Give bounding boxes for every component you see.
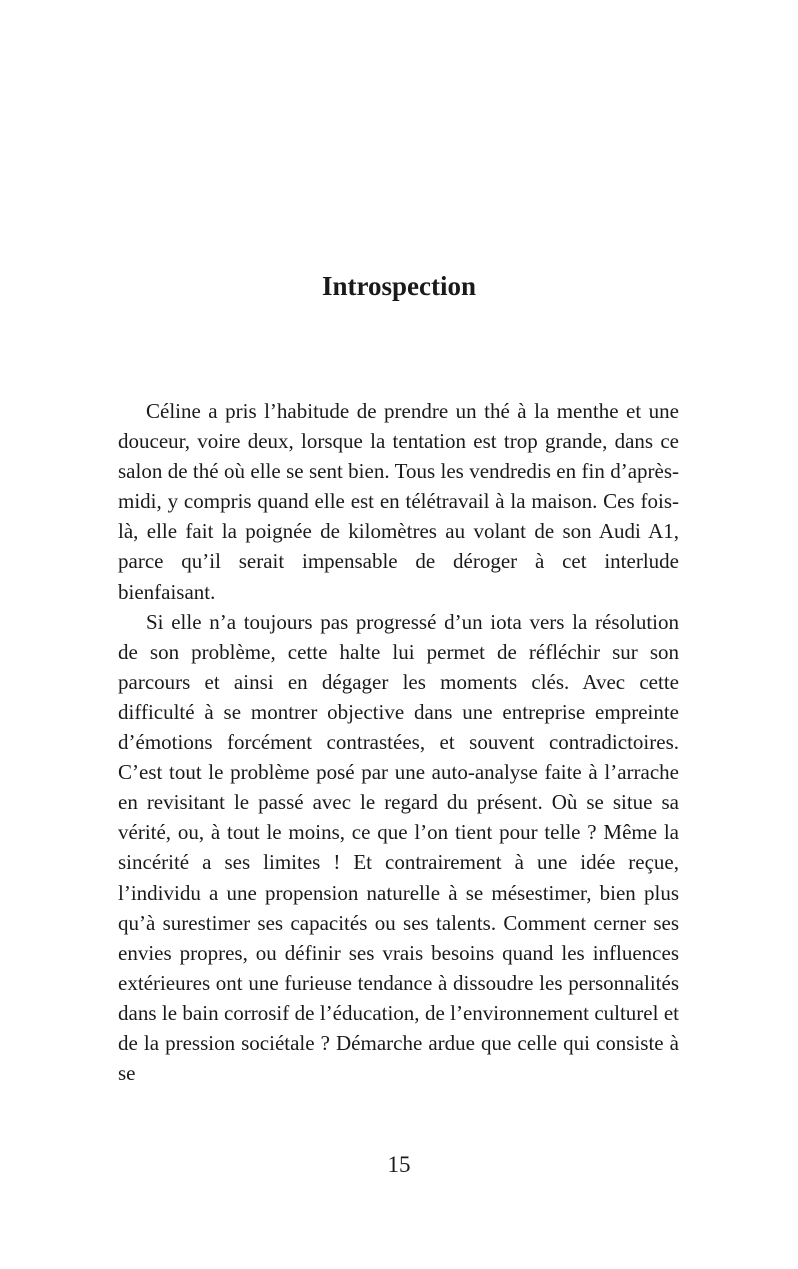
paragraph-2: Si elle n’a toujours pas progressé d’un iota vers la résolution de son problème, cette halte lui permet de réfléchir sur son parcours et ainsi en dégager les moments clés. Avec cette difficulté à se montrer objective dans une entreprise empreinte d’émotions forcément contrastées, et souvent contradictoires. C’est tout le problème posé par une auto-analyse faite à l’arrache en revisitant le passé avec le regard du présent. Où se situe sa vérité, ou, à tout le moins, ce que l’on tient pour telle ? Même la sincérité a ses limites ! Et contrairement à une idée reçue, l’individu a une propension naturelle à se mésestimer, bien plus qu’à surestimer ses capacités ou ses talents. Comment cerner ses envies propres, ou définir ses vrais besoins quand les influences extérieures ont une furieuse tendance à dissoudre les personnalités dans le bain corrosif de l’éducation, de l’environnement culturel et de la pression sociétale ? Démarche ardue que celle qui consiste à se: [118, 609, 679, 1086]
page-number: 15: [387, 1152, 411, 1177]
body-text: [118, 396, 679, 1088]
chapter-title: Introspection: [321, 271, 476, 301]
paragraph-1: Céline a pris l’habitude de prendre un thé à la menthe et une douceur, voire deux, lorsque la tentation est trop grande, dans ce salon de thé où elle se sent bien. Tous les vendredis en fin d’après-midi, y compris quand elle est en télétravail à la maison. Ces fois-là, elle fait la poignée de kilomètres au volant de son Audi A1, parce qu’il serait impensable de déroger à cet interlude bienfaisant.: [118, 399, 679, 604]
